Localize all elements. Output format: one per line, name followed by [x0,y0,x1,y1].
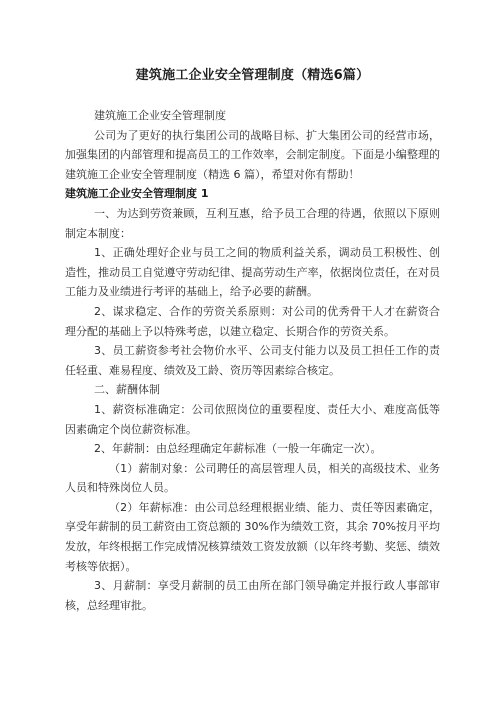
paragraph-principle: 一、为达到劳资兼顾，互利互惠，给予员工合理的待遇，依照以下原则制定本制度： [65,206,440,240]
paragraph-annual-salary-standard: （2）年薪标准：由公司总经理根据业绩、能力、责任等因素确定，享受年薪制的员工薪资由工资总额的 30%作为绩效工资，其余 70%按月平均发放，年终根据工作完成情况核算绩效工资发放额（以年终考勤、奖惩、绩效考核等依据）。 [65,500,440,573]
paragraph-subtitle: 建筑施工企业安全管理制度 [94,109,226,122]
paragraph-item-3: 3、员工薪资参考社会物价水平、公司支付能力以及员工担任工作的责任轻重、难易程度、绩效及工龄、资历等因素综合核定。 [65,344,440,377]
document-title: 建筑施工企业安全管理制度（精选6篇） [135,68,370,83]
paragraph-intro: 公司为了更好的执行集团公司的战略目标、扩大集团公司的经营市场，加强集团的内部管理和提高员工的工作效率，会制定制度。下面是小编整理的建筑施工企业安全管理制度（精选 6 篇），希望对你有帮助！ [65,128,440,181]
paragraph-annual-salary-object: （1）薪制对象：公司聘任的高层管理人员，相关的高级技术、业务人员和特殊岗位人员。 [65,461,440,495]
paragraph-salary-standard: 1、薪资标准确定：公司依照岗位的重要程度、责任大小、难度高低等因素确定个岗位薪资标准。 [65,402,440,436]
paragraph-item-1: 1、正确处理好企业与员工之间的物质利益关系，调动员工积极性、创造性，推动员工自觉遵守劳动纪律、提高劳动生产率，依据岗位责任，在对员工能力及业绩进行考评的基础上，给予必要的薪酬。 [65,246,440,299]
paragraph-annual-salary: 2、年薪制：由总经理确定年薪标准（一般一年确定一次）。 [94,442,382,456]
section-heading: 建筑施工企业安全管理制度 1 [65,187,209,201]
paragraph-monthly-salary: 3、月薪制：享受月薪制的员工由所在部门领导确定并报行政人事部审核，总经理审批。 [65,579,440,612]
paragraph-subheading-salary-system: 二、薪酬体制 [94,383,160,397]
paragraph-item-2: 2、谋求稳定、合作的劳资关系原则：对公司的优秀骨干人才在薪资合理分配的基础上予以特殊考虑，以建立稳定、长期合作的劳资关系。 [65,304,440,338]
